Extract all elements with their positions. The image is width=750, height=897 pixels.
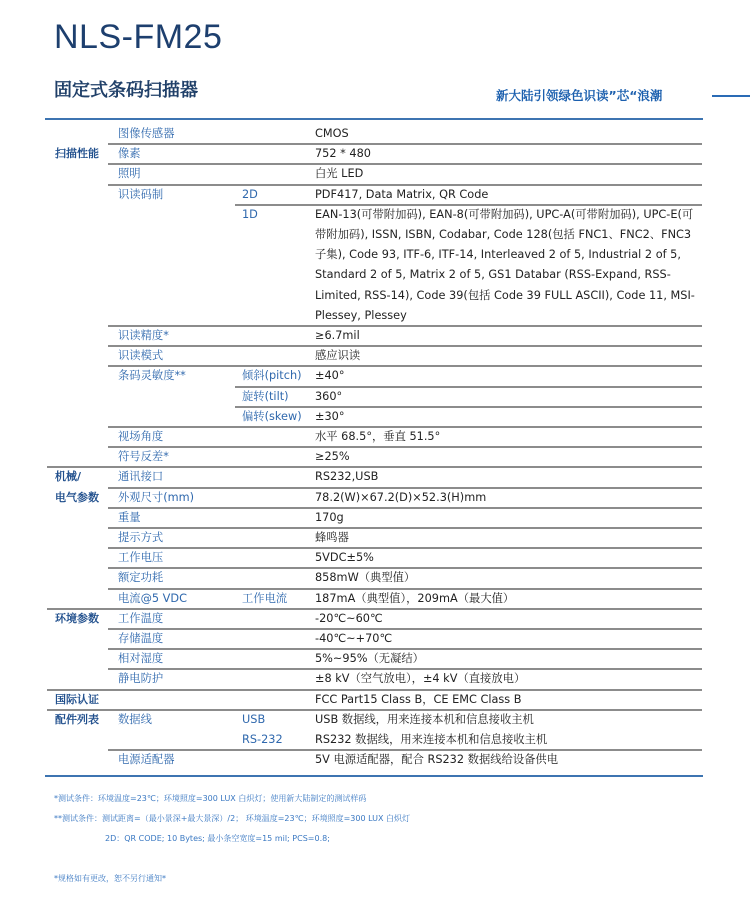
spec-label	[108, 690, 235, 710]
spec-label: 识读模式	[118, 349, 164, 363]
spec-value: 752 * 480	[315, 147, 371, 161]
row-divider	[108, 648, 702, 650]
spec-row	[47, 164, 702, 184]
spec-value: 感应识读	[315, 349, 361, 363]
row-divider	[235, 406, 702, 408]
spec-sublabel	[235, 144, 305, 164]
spec-row	[47, 710, 702, 730]
spec-sublabel	[235, 488, 305, 508]
spec-table	[47, 124, 702, 771]
table-top-rule	[45, 118, 703, 120]
spec-row	[47, 690, 702, 710]
spec-row	[47, 205, 702, 326]
spec-sublabel	[235, 548, 305, 568]
spec-group	[47, 629, 108, 649]
spec-sublabel	[235, 690, 305, 710]
spec-label: 视场角度	[118, 430, 164, 444]
spec-value: 蜂鸣器	[315, 531, 349, 545]
spec-group	[47, 649, 108, 669]
product-subtitle: 固定式条码扫描器	[54, 80, 198, 101]
spec-value: 5%~95%（无凝结）	[315, 652, 424, 666]
spec-group	[47, 528, 108, 548]
spec-value: -40℃~+70℃	[315, 632, 393, 646]
footnote-2: **测试条件：测试距离=（最小景深+最大景深）/2； 环境温度=23℃；环境照度=300 LUX 白炽灯	[54, 814, 411, 823]
spec-label: 图像传感器	[118, 127, 175, 140]
spec-sublabel: 旋转(tilt)	[242, 389, 289, 403]
spec-sublabel	[235, 124, 305, 144]
spec-value: ≥6.7mil	[315, 329, 360, 343]
spec-sublabel	[235, 649, 305, 669]
row-divider	[108, 345, 702, 347]
spec-label: 条码灵敏度**	[118, 369, 186, 383]
spec-group	[47, 447, 108, 467]
spec-row	[47, 548, 702, 568]
spec-value: CMOS	[315, 127, 349, 140]
spec-sublabel	[235, 164, 305, 184]
spec-row	[47, 629, 702, 649]
spec-value: ≥25%	[315, 450, 350, 464]
spec-sublabel: 工作电流	[242, 591, 288, 605]
spec-group	[47, 508, 108, 528]
spec-sublabel	[235, 609, 305, 629]
spec-label: 静电防护	[118, 672, 164, 686]
spec-value: ±30°	[315, 409, 345, 423]
spec-label	[108, 730, 235, 750]
row-divider	[108, 588, 702, 590]
row-divider	[108, 527, 702, 529]
spec-group: 机械/ 电气参数	[55, 470, 99, 504]
row-divider	[108, 567, 702, 569]
spec-row	[47, 326, 702, 346]
row-divider	[47, 608, 702, 610]
spec-label	[108, 205, 235, 326]
spec-label: 工作电压	[118, 551, 164, 565]
spec-row	[47, 366, 702, 386]
footnote-1: *测试条件：环境温度=23℃；环境照度=300 LUX 白炽灯；使用新大陆制定的测试样码	[54, 794, 367, 803]
spec-label	[108, 407, 235, 427]
row-divider	[108, 487, 702, 489]
row-divider	[108, 184, 702, 186]
spec-sublabel: 2D	[242, 187, 258, 201]
row-divider	[47, 689, 702, 691]
spec-sublabel	[235, 629, 305, 649]
spec-label: 电源适配器	[118, 753, 175, 767]
spec-value: 858mW（典型值）	[315, 571, 416, 585]
spec-value: RS232,USB	[315, 470, 379, 484]
spec-row	[47, 387, 702, 407]
spec-sublabel	[235, 447, 305, 467]
spec-sublabel	[235, 508, 305, 528]
spec-row	[47, 124, 702, 144]
spec-row	[47, 528, 702, 548]
spec-value: EAN-13(可带附加码), EAN-8(可带附加码), UPC-A(可带附加码), UPC-E(可带附加码), ISSN, ISBN, Codabar, Code 128(包括 FNC1、FNC2、FNC3 子集), Code 93, ITF-6, ITF-14, Interleaved 2 of 5, Industrial 2 of 5, Standard 2 of 5, Matrix 2 of 5, GS1 Databar (RSS-Expand, RSS-Limited, RSS-14), Code 39(包括 Code 39 FULL ASCII), Code 11, MSI-Plessey, Plessey	[315, 207, 695, 322]
spec-group	[47, 326, 108, 346]
spec-row	[47, 508, 702, 528]
spec-label: 工作温度	[118, 611, 164, 625]
row-divider	[108, 365, 702, 367]
spec-value: FCC Part15 Class B，CE EMC Class B	[315, 692, 522, 706]
spec-label: 识读精度*	[118, 329, 169, 343]
row-divider	[108, 325, 702, 327]
spec-sublabel	[235, 467, 305, 487]
spec-label: 外观尺寸(mm)	[118, 490, 195, 504]
footnote-3: 2D：QR CODE; 10 Bytes; 最小条空宽度=15 mil; PCS=0.8;	[105, 834, 330, 843]
spec-value: USB 数据线，用来连接本机和信息接收主机	[315, 712, 534, 726]
spec-group: 扫描性能	[55, 147, 99, 161]
row-divider	[108, 507, 702, 509]
spec-row	[47, 609, 702, 629]
spec-value: -20℃~60℃	[315, 611, 383, 625]
spec-value: ±40°	[315, 369, 345, 383]
spec-value: PDF417, Data Matrix, QR Code	[315, 187, 489, 201]
spec-row	[47, 750, 702, 770]
row-divider	[108, 547, 702, 549]
spec-value: 5V 电源适配器，配合 RS232 数据线给设备供电	[315, 753, 559, 767]
spec-value: ±8 kV（空气放电），±4 kV（直接放电）	[315, 672, 526, 686]
row-divider	[108, 446, 702, 448]
spec-group	[47, 427, 108, 447]
spec-sublabel: 倾斜(pitch)	[242, 369, 302, 383]
spec-group: 国际认证	[55, 692, 99, 706]
spec-group	[47, 589, 108, 609]
spec-group	[47, 488, 108, 508]
spec-value: 78.2(W)×67.2(D)×52.3(H)mm	[315, 490, 487, 504]
spec-label: 像素	[118, 147, 141, 161]
spec-sublabel	[235, 427, 305, 447]
spec-sublabel	[235, 528, 305, 548]
spec-group	[47, 346, 108, 366]
spec-row	[47, 488, 702, 508]
spec-sublabel: 1D	[242, 207, 258, 221]
spec-row	[47, 427, 702, 447]
row-divider	[108, 426, 702, 428]
spec-value: RS232 数据线，用来连接本机和信息接收主机	[315, 733, 548, 747]
spec-label: 通讯接口	[118, 470, 164, 484]
spec-row	[47, 447, 702, 467]
spec-row	[47, 144, 702, 164]
spec-group	[47, 387, 108, 407]
spec-group	[47, 366, 108, 386]
spec-label: 数据线	[118, 712, 152, 726]
disclaimer: *规格如有更改，恕不另行通知*	[54, 874, 166, 883]
spec-label: 电流@5 VDC	[118, 591, 187, 605]
spec-label: 存储温度	[118, 632, 164, 646]
spec-row	[47, 568, 702, 588]
spec-value: 187mA（典型值），209mA（最大值）	[315, 591, 515, 605]
spec-group	[47, 185, 108, 205]
spec-value: 360°	[315, 389, 343, 403]
spec-row	[47, 346, 702, 366]
spec-row	[47, 407, 702, 427]
spec-sublabel	[235, 669, 305, 689]
spec-row	[47, 649, 702, 669]
spec-row	[47, 669, 702, 689]
spec-value: 白光 LED	[315, 167, 364, 181]
spec-group	[47, 164, 108, 184]
spec-group	[47, 568, 108, 588]
slogan-divider	[712, 95, 750, 97]
spec-label: 照明	[118, 167, 141, 181]
spec-label: 符号反差*	[118, 450, 169, 464]
spec-value: 170g	[315, 510, 344, 524]
spec-group	[47, 205, 108, 225]
spec-value: 5VDC±5%	[315, 551, 374, 565]
row-divider	[47, 709, 702, 711]
row-divider	[235, 386, 702, 388]
spec-label: 识读码制	[118, 187, 164, 201]
spec-group	[47, 124, 108, 144]
spec-group: 配件列表	[55, 712, 99, 726]
spec-sublabel	[235, 326, 305, 346]
row-divider	[108, 163, 702, 165]
row-divider	[108, 668, 702, 670]
spec-sublabel: 偏转(skew)	[242, 409, 302, 423]
row-divider	[47, 466, 702, 468]
spec-label: 提示方式	[118, 531, 164, 545]
spec-label: 重量	[118, 510, 141, 524]
spec-label	[108, 387, 235, 407]
table-bottom-rule	[45, 775, 703, 777]
spec-group: 环境参数	[55, 611, 99, 625]
spec-sublabel: RS-232	[242, 733, 283, 747]
spec-sublabel: USB	[242, 712, 266, 726]
spec-sublabel	[235, 346, 305, 366]
spec-label: 相对湿度	[118, 652, 164, 666]
spec-group	[47, 407, 108, 427]
row-divider	[108, 628, 702, 630]
spec-sublabel	[235, 750, 305, 770]
row-divider	[108, 749, 702, 751]
spec-value: 水平 68.5°，垂直 51.5°	[315, 430, 441, 444]
spec-group	[47, 750, 108, 770]
spec-row	[47, 185, 702, 205]
row-divider	[108, 143, 702, 145]
spec-label: 额定功耗	[118, 571, 164, 585]
brand-slogan: 新大陆引领绿色识读”芯“浪潮	[496, 88, 663, 103]
spec-sublabel	[235, 568, 305, 588]
spec-group	[47, 548, 108, 568]
spec-row	[47, 589, 702, 609]
spec-group	[47, 730, 108, 750]
spec-group	[47, 669, 108, 689]
spec-row	[47, 730, 702, 750]
row-divider	[235, 204, 702, 206]
product-title: NLS-FM25	[54, 18, 223, 56]
